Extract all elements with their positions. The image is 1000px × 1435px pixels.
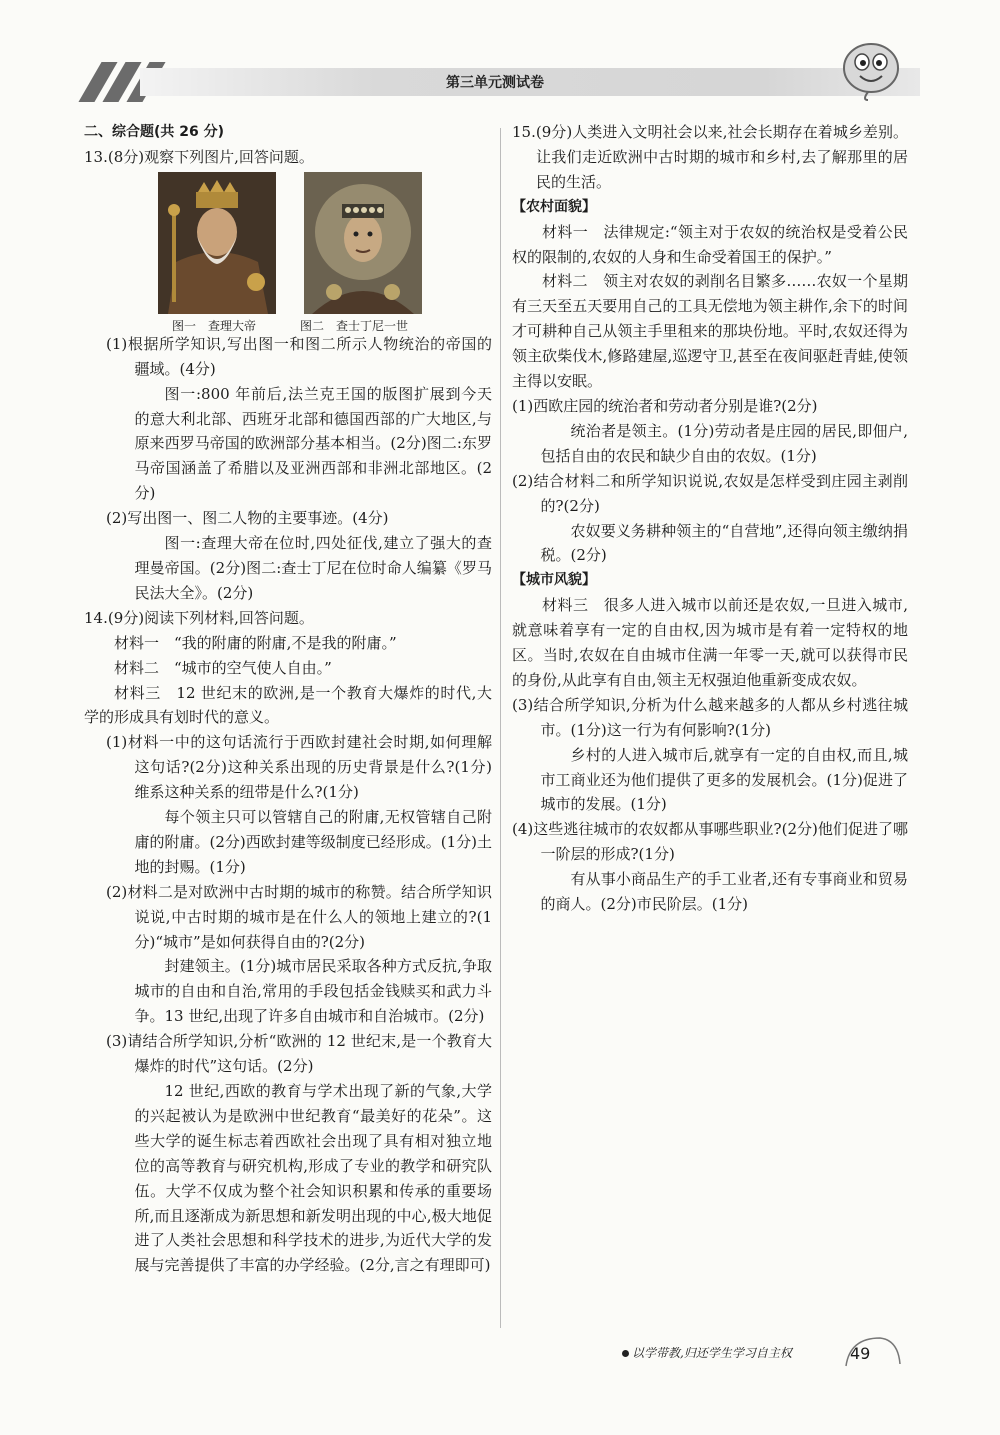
caption-figure-1: 图一 查理大帝 <box>172 318 257 333</box>
bullet-icon <box>622 1350 629 1357</box>
q15-sub2-answer: 农奴要义务耕种领主的“自营地”,还得向领主缴纳捐税。(2分) <box>540 521 908 565</box>
q15-sub1-question: (1)西欧庄园的统治者和劳动者分别是谁?(2分) <box>512 396 818 415</box>
justinian-mosaic <box>304 172 422 314</box>
q15-sub4-question: (4)这些逃往城市的农奴都从事哪些职业?(2分)他们促进了哪一阶层的形成?(1分) <box>512 820 908 864</box>
q14-sub1-answer: 每个领主只可以管辖自己的附庸,无权管辖自己附庸的附庸。(2分)西欧封建等级制度已经形成。(1分)土地的封赐。(1分) <box>134 808 492 876</box>
q14-material-2: 材料二 “城市的空气使人自由。” <box>114 658 332 677</box>
column-divider <box>500 128 501 1328</box>
q13-stem: 13.(8分)观察下列图片,回答问题。 <box>84 147 314 166</box>
q14-material-3: 材料三 12 世纪末的欧洲,是一个教育大爆炸的时代,大学的形成具有划时代的意义。 <box>84 683 492 727</box>
rural-section-tag: 【农村面貌】 <box>512 198 596 215</box>
left-column <box>84 120 492 1278</box>
page-footer <box>622 1334 912 1374</box>
q13-sub1-question: (1)根据所学知识,写出图一和图二所示人物统治的帝国的疆域。(4分) <box>106 334 492 378</box>
right-column <box>512 120 908 917</box>
q14-sub2-question: (2)材料二是对欧洲中古时期的城市的称赞。结合所学知识说说,中古时期的城市是在什么人的领地上建立的?(1分)“城市”是如何获得自由的?(2分) <box>106 882 492 951</box>
page-header <box>80 62 910 100</box>
q15-material-2: 材料二 领主对农奴的剥削名目繁多……农奴一个星期有三天至五天要用自己的工具无偿地为领主耕作,余下的时间才可耕种自己从领主手里租来的那块份地。平时,农奴还得为领主砍柴伐木,修路建屋,巡逻守卫,甚至在夜间驱赶青蛙,使领主得以安眠。 <box>512 272 908 391</box>
q15-sub3-question: (3)结合所学知识,分析为什么越来越多的人都从乡村逃往城市。(1分)这一行为有何影响?(1分) <box>512 695 908 739</box>
q13-sub2-question: (2)写出图一、图二人物的主要事迹。(4分) <box>106 509 389 528</box>
mascot-icon <box>838 40 904 102</box>
q14-material-1: 材料一 “我的附庸的附庸,不是我的附庸。” <box>114 633 397 652</box>
q15-material-1: 材料一 法律规定:“领主对于农奴的统治权是受着公民权的限制的,农奴的人身和生命受着国王的保护。” <box>512 222 908 266</box>
q15-material-3: 材料三 很多人进入城市以前还是农奴,一旦进入城市,就意味着享有一定的自由权,因为城市是有着一定特权的地区。当时,农奴在自由城市住满一年零一天,就可以获得市民的身份,从此享有自由,领主无权强迫他重新变成农奴。 <box>512 596 908 689</box>
header-title: 第三单元测试卷 <box>446 75 544 91</box>
q15-sub2-question: (2)结合材料二和所学知识说说,农奴是怎样受到庄园主剥削的?(2分) <box>512 471 908 515</box>
q13-sub1-answer: 图一:800 年前后,法兰克王国的版图扩展到今天的意大利北部、西班牙北部和德国西部的广大地区,与原来西罗马帝国的欧洲部分基本相当。(2分)图二:东罗马帝国涵盖了希腊以及亚洲西部和非洲北部地区。(2分) <box>134 384 492 503</box>
caption-figure-2: 图二 查士丁尼一世 <box>300 318 409 333</box>
footer-motto: 以学带教,归还学生学习自主权 <box>632 1346 792 1360</box>
q14-sub1-question: (1)材料一中的这句话流行于西欧封建社会时期,如何理解这句话?(2分)这种关系出现的历史背景是什么?(1分)维系这种关系的纽带是什么?(1分) <box>106 733 492 802</box>
q15-sub1-answer: 统治者是领主。(1分)劳动者是庄园的居民,即佃户,包括自由的农民和缺少自由的农奴。(1分) <box>540 421 908 465</box>
charlemagne-portrait <box>158 172 276 314</box>
q15-stem: 15.(9分)人类进入文明社会以来,社会长期存在着城乡差别。让我们走近欧洲中古时期的城市和乡村,去了解那里的居民的生活。 <box>512 123 908 191</box>
page-number: 49 <box>850 1344 871 1363</box>
city-section-tag: 【城市风貌】 <box>512 572 596 589</box>
q15-sub3-answer: 乡村的人进入城市后,就享有一定的自由权,而且,城市工商业还为他们提供了更多的发展机会。(1分)促进了城市的发展。(1分) <box>540 745 908 814</box>
q13-sub2-answer: 图一:查理大帝在位时,四处征伐,建立了强大的查理曼帝国。(2分)图二:查士丁尼在位时命人编纂《罗马民法大全》。(2分) <box>134 534 492 602</box>
q15-sub4-answer: 有从事小商品生产的手工业者,还有专事商业和贸易的商人。(2分)市民阶层。(1分) <box>540 870 908 914</box>
q14-sub3-question: (3)请结合所学知识,分析“欧洲的 12 世纪末,是一个教育大爆炸的时代”这句话。(2分) <box>106 1032 492 1076</box>
q13-figures <box>84 172 492 332</box>
q14-sub3-answer: 12 世纪,西欧的教育与学术出现了新的气象,大学的兴起被认为是欧洲中世纪教育“最美好的花朵”。这些大学的诞生标志着西欧社会出现了具有相对独立地位的高等教育与研究机构,形成了专业的教学和研究队伍。大学不仅成为整个社会知识积累和传承的重要场所,而且逐渐成为新思想和新发明出现的中心,极大地促进了人类社会思想和科学技术的进步,为近代大学的发展与完善提供了丰富的办学经验。(2分,言之有理即可) <box>134 1082 492 1275</box>
section-title: 二、综合题(共 26 分) <box>84 124 225 140</box>
q14-sub2-answer: 封建领主。(1分)城市居民采取各种方式反抗,争取城市的自由和自治,常用的手段包括金钱赎买和武力斗争。13 世纪,出现了许多自由城市和自治城市。(2分) <box>134 957 492 1026</box>
q14-stem: 14.(9分)阅读下列材料,回答问题。 <box>84 608 314 627</box>
